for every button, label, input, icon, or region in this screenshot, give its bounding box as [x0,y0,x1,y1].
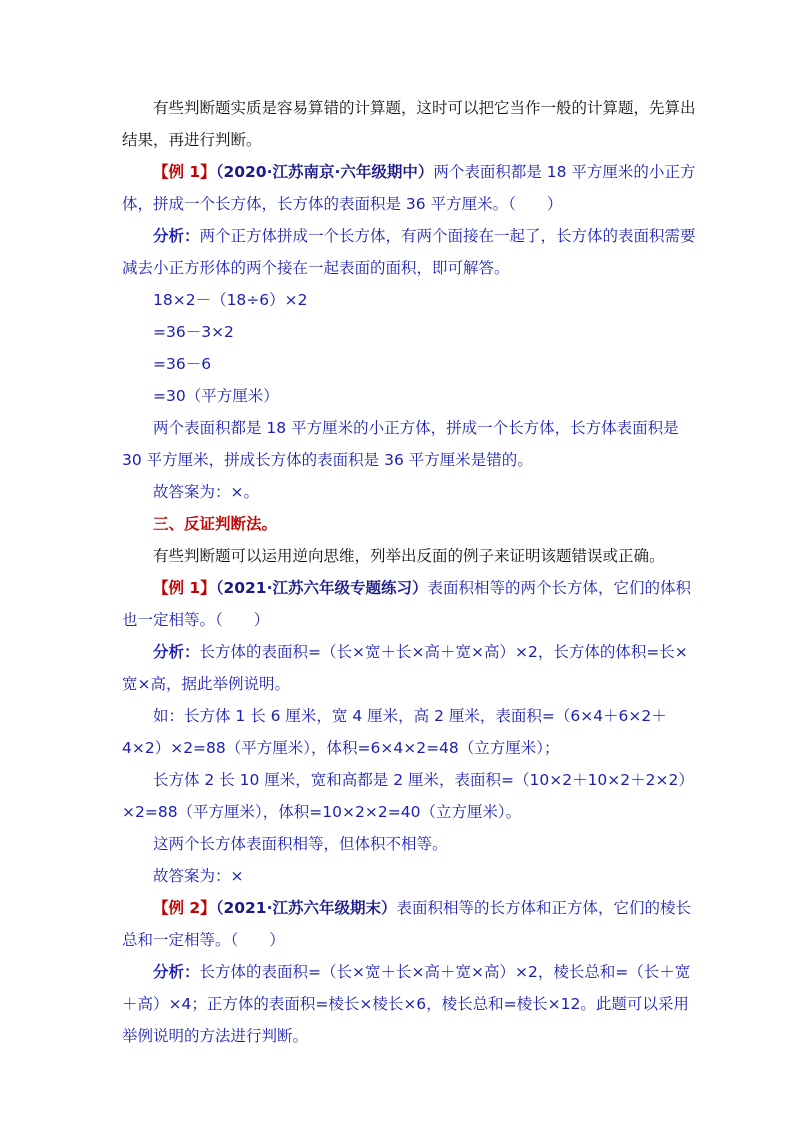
example-source: （2020·江苏南京·六年级期中） [215,163,434,181]
section-3-heading: 三、反证判断法。 [153,515,278,533]
analysis-text: 长方体的表面积=（长×宽＋长×高＋宽×高）×2，棱长总和=（长＋宽＋高）×4；正方体的表面积=棱长×棱长×6，棱长总和=棱长×12。此题可以采用举例说明的方法进行判断。 [122,963,691,1045]
analysis-label: 分析： [153,227,200,245]
example-source: （2021·江苏六年级专题练习） [215,579,428,597]
intro-paragraph: 有些判断题实质是容易算错的计算题，这时可以把它当作一般的计算题，先算出结果，再进行判断。 [122,99,696,149]
analysis-text: 两个正方体拼成一个长方体，有两个面接在一起了，长方体的表面积需要减去小正方形体的两个接在一起表面的面积，即可解答。 [122,227,696,277]
example-2-case-2: 长方体 2 长 10 厘米，宽和高都是 2 厘米，表面积=（10×2＋10×2＋2×2）×2=88（平方厘米），体积=10×2×2=40（立方厘米）。 [122,771,694,821]
example-3-analysis [122,956,698,1052]
example-tag: 【例 2】 [153,899,216,917]
analysis-label: 分析： [153,963,200,981]
analysis-text: 长方体的表面积=（长×宽＋长×高＋宽×高）×2，长方体的体积=长×宽×高，据此举例说明。 [122,643,688,693]
example-2-answer: 故答案为：× [153,867,244,885]
calc-line-1: 18×2－（18÷6）×2 [153,291,308,309]
question-text: 两个表面积都是 18 平方厘米的小正方体，拼成一个长方体，长方体的表面积是 36 平方厘米。（ ） [122,163,696,213]
example-1-conclusion: 两个表面积都是 18 平方厘米的小正方体，拼成一个长方体，长方体表面积是 30 平方厘米，拼成长方体的表面积是 36 平方厘米是错的。 [122,419,679,469]
section-3-intro: 有些判断题可以运用逆向思维，列举出反面的例子来证明该题错误或正确。 [153,547,665,565]
example-1-question [122,156,698,220]
example-3-question [122,892,698,956]
example-2-comparison: 这两个长方体表面积相等，但体积不相等。 [153,835,448,853]
example-1-answer: 故答案为：×。 [153,483,259,501]
question-text: 表面积相等的长方体和正方体，它们的棱长总和一定相等。（ ） [122,899,691,949]
calc-line-3: =36－6 [153,355,212,373]
example-tag: 【例 1】 [153,579,216,597]
analysis-label: 分析： [153,643,200,661]
example-tag: 【例 1】 [153,163,216,181]
example-2-case-1: 如：长方体 1 长 6 厘米，宽 4 厘米，高 2 厘米，表面积=（6×4＋6×2＋4×2）×2=88（平方厘米），体积=6×4×2=48（立方厘米）； [122,707,667,757]
calc-line-4: =30（平方厘米） [153,387,279,405]
calc-line-2: =36－3×2 [153,323,234,341]
question-text: 表面积相等的两个长方体，它们的体积也一定相等。（ ） [122,579,691,629]
example-1-analysis [122,220,698,284]
example-2-question [122,572,698,636]
example-2-analysis [122,636,698,700]
example-source: （2021·江苏六年级期末） [215,899,397,917]
